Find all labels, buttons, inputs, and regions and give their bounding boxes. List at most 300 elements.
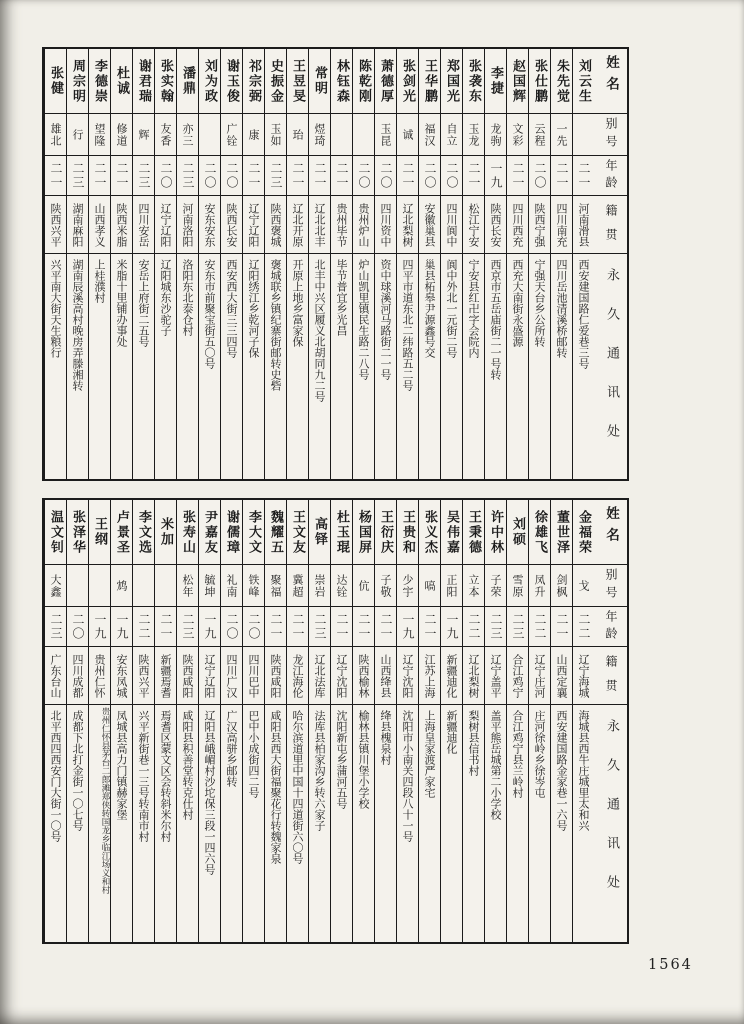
person-address: 新疆迪化	[440, 704, 462, 942]
person-native-place: 四川广汉	[220, 646, 242, 704]
person-address: 西京市五岳庙街二一号转	[484, 253, 506, 479]
person-name: 张袭东	[462, 49, 484, 113]
person-name: 王贵和	[396, 500, 418, 564]
person-age: 二三	[176, 155, 198, 195]
person-age: 二〇	[242, 606, 264, 646]
person-native-place: 四川阆中	[440, 195, 462, 253]
person-name: 史振金	[264, 49, 286, 113]
person-address: 湖南辰溪高村晚房弄滕湘转	[66, 253, 88, 479]
directory-entry-column	[572, 49, 594, 479]
person-alias: 达铨	[330, 564, 352, 606]
directory-entry-column	[220, 49, 242, 479]
person-age: 二三	[484, 606, 506, 646]
directory-entry-column	[374, 500, 396, 942]
directory-entry-column	[308, 49, 330, 479]
person-address: 广汉高骈乡邮转	[220, 704, 242, 942]
person-name: 谢玉俊	[220, 49, 242, 113]
person-native-place: 四川资中	[374, 195, 396, 253]
directory-entry-column	[242, 49, 264, 479]
directory-entry-column	[572, 500, 594, 942]
person-address: 安岳上府街二五号	[132, 253, 154, 479]
person-native-place: 辽宁辽阳	[242, 195, 264, 253]
person-address: 焉耆区蒙文区会转斜米尔村	[154, 704, 176, 942]
table-header-column	[594, 49, 627, 479]
person-address: 法库县柏家沟乡转六家子	[308, 704, 330, 942]
person-alias: 松年	[176, 564, 198, 606]
person-age: 二三	[176, 606, 198, 646]
directory-entry-column	[154, 500, 176, 942]
directory-table-top	[42, 47, 629, 481]
person-address: 合江鸡宁县兰岭村	[506, 704, 528, 942]
person-name: 萧德厚	[374, 49, 396, 113]
person-name: 李大文	[242, 500, 264, 564]
person-alias: 广铨	[220, 113, 242, 155]
person-address: 宁强天台乡公所转	[528, 253, 550, 479]
person-name: 李捷	[484, 49, 506, 113]
directory-entry-column	[440, 500, 462, 942]
person-age: 一九	[88, 606, 110, 646]
person-native-place: 陕西咸阳	[176, 646, 198, 704]
directory-entry-column	[44, 49, 66, 479]
person-native-place: 合江鸡宁	[506, 646, 528, 704]
person-address: 绛县槐泉村	[374, 704, 396, 942]
person-address: 辽阳城东沙驼子	[154, 253, 176, 479]
person-address: 辽阳县峨嵋村沙坨保三段一四六号	[198, 704, 220, 942]
person-alias: 戈	[572, 564, 594, 606]
person-native-place: 四川南充	[550, 195, 572, 253]
person-name: 李德崇	[88, 49, 110, 113]
person-native-place: 山西定襄	[550, 646, 572, 704]
person-age: 二二	[528, 606, 550, 646]
person-alias: 鸩	[110, 564, 132, 606]
directory-entry-column	[440, 49, 462, 479]
person-native-place: 贵州毕节	[330, 195, 352, 253]
person-alias: 望隆	[88, 113, 110, 155]
person-name: 王文友	[286, 500, 308, 564]
person-alias	[154, 564, 176, 606]
person-name: 林钰森	[330, 49, 352, 113]
person-age: 二〇	[352, 155, 374, 195]
person-native-place: 新疆迪化	[440, 646, 462, 704]
person-native-place: 辽宁辽阳	[154, 195, 176, 253]
person-name: 金福荣	[572, 500, 594, 564]
person-alias: 嗃	[418, 564, 440, 606]
person-address: 哈尔滨道里中国十四道街六〇号	[286, 704, 308, 942]
person-address: 巴中小成街四二号	[242, 704, 264, 942]
directory-entry-column	[132, 500, 154, 942]
person-native-place: 龙江海伦	[286, 646, 308, 704]
person-age: 二一	[506, 155, 528, 195]
person-alias: 雪原	[506, 564, 528, 606]
person-native-place: 河南滑县	[572, 195, 594, 253]
directory-entry-column	[418, 49, 440, 479]
person-name: 刘云生	[572, 49, 594, 113]
person-name: 卢景圣	[110, 500, 132, 564]
directory-entry-column	[352, 49, 374, 479]
directory-entry-column	[352, 500, 374, 942]
directory-entry-column	[528, 49, 550, 479]
person-alias: 礼南	[220, 564, 242, 606]
person-name: 张剑光	[396, 49, 418, 113]
person-name: 王秉德	[462, 500, 484, 564]
person-address: 上桂濮村	[88, 253, 110, 479]
person-native-place: 辽宁沈阳	[396, 646, 418, 704]
person-alias: 大鑫	[44, 564, 66, 606]
person-name: 王纲	[88, 500, 110, 564]
person-address: 巢县柘皋尹源鑫号交	[418, 253, 440, 479]
person-alias: 玉如	[264, 113, 286, 155]
person-age: 二三	[132, 155, 154, 195]
directory-entry-column	[66, 49, 88, 479]
person-address: 西安建国路仁爱巷三号	[572, 253, 594, 479]
person-native-place: 陕西长安	[220, 195, 242, 253]
person-name: 吴伟嘉	[440, 500, 462, 564]
person-name: 温文钊	[44, 500, 66, 564]
person-native-place: 安东安东	[198, 195, 220, 253]
person-age: 二〇	[440, 155, 462, 195]
person-alias: 康	[242, 113, 264, 155]
person-alias: 珆	[286, 113, 308, 155]
person-address: 北丰中兴区履义北胡同九二号	[308, 253, 330, 479]
table-header-column	[594, 500, 627, 942]
person-age: 二一	[462, 155, 484, 195]
person-age: 二一	[242, 155, 264, 195]
person-native-place: 辽宁盖平	[484, 646, 506, 704]
person-alias: 聚福	[264, 564, 286, 606]
person-age: 二二	[462, 606, 484, 646]
person-age: 一九	[198, 606, 220, 646]
person-name: 祁宗弼	[242, 49, 264, 113]
person-address: 贵州仁怀县茅台二郎滩郑侠转国龙乡临江场义和村	[88, 704, 110, 942]
person-address: 西充大南街永盛源	[506, 253, 528, 479]
person-age: 二三	[264, 155, 286, 195]
person-alias: 正阳	[440, 564, 462, 606]
person-age: 二三	[506, 606, 528, 646]
header-address-label: 永久通讯处	[594, 704, 627, 942]
person-alias: 行	[66, 113, 88, 155]
person-native-place: 陕西米脂	[110, 195, 132, 253]
person-native-place: 辽北法库	[308, 646, 330, 704]
person-alias: 铁峰	[242, 564, 264, 606]
person-address: 兴平南大街天生粮行	[44, 253, 66, 479]
person-address: 咸阳县积善堂转克仕村	[176, 704, 198, 942]
person-alias: 修道	[110, 113, 132, 155]
person-age: 二一	[374, 606, 396, 646]
person-address: 宁安县红卍字会院内	[462, 253, 484, 479]
person-native-place: 陕西榆林	[352, 646, 374, 704]
directory-entry-column	[110, 49, 132, 479]
person-age: 二〇	[374, 155, 396, 195]
person-name: 李文选	[132, 500, 154, 564]
directory-entry-column	[550, 49, 572, 479]
person-name: 赵国辉	[506, 49, 528, 113]
person-native-place: 辽宁沈阳	[330, 646, 352, 704]
person-alias: 崇岩	[308, 564, 330, 606]
header-name-label: 姓名	[603, 55, 619, 98]
person-alias: 子敬	[374, 564, 396, 606]
directory-entry-column	[484, 49, 506, 479]
person-age: 二一	[110, 155, 132, 195]
directory-entry-column	[154, 49, 176, 479]
person-age: 二一	[330, 606, 352, 646]
person-address: 庄河徐岭乡徐岑屯	[528, 704, 550, 942]
person-address: 安东市前聚宝街五〇号	[198, 253, 220, 479]
person-age: 一九	[110, 606, 132, 646]
person-alias	[352, 113, 374, 155]
directory-entry-column	[308, 500, 330, 942]
header-name-label: 姓名	[603, 506, 619, 549]
person-age: 二三	[308, 606, 330, 646]
person-alias: 玉龙	[462, 113, 484, 155]
directory-entry-column	[286, 49, 308, 479]
person-alias: 友香	[154, 113, 176, 155]
person-alias: 福汉	[418, 113, 440, 155]
person-native-place: 陕西长安	[484, 195, 506, 253]
person-native-place: 陕西宁强	[528, 195, 550, 253]
person-native-place: 山西孝义	[88, 195, 110, 253]
directory-entry-column	[484, 500, 506, 942]
person-alias: 云程	[528, 113, 550, 155]
person-name: 郑国光	[440, 49, 462, 113]
person-native-place: 陕西咸阳	[264, 646, 286, 704]
person-name: 朱先觉	[550, 49, 572, 113]
directory-entry-column	[264, 49, 286, 479]
person-age: 二一	[572, 155, 594, 195]
person-name: 陈乾刚	[352, 49, 374, 113]
person-native-place: 山西绛县	[374, 646, 396, 704]
person-address: 褒城联乡镇纪寨街邮转史砦	[264, 253, 286, 479]
directory-entry-column	[44, 500, 66, 942]
directory-entry-column	[88, 500, 110, 942]
directory-entry-column	[330, 49, 352, 479]
header-native-label: 籍贯	[594, 646, 627, 704]
person-native-place: 陕西兴平	[44, 195, 66, 253]
directory-entry-column	[176, 49, 198, 479]
person-age: 二〇	[220, 606, 242, 646]
person-alias: 文彩	[506, 113, 528, 155]
directory-entry-column	[528, 500, 550, 942]
person-age: 二一	[550, 155, 572, 195]
person-native-place: 四川安岳	[132, 195, 154, 253]
person-name: 许中林	[484, 500, 506, 564]
person-alias: 一先	[550, 113, 572, 155]
directory-entry-column	[198, 49, 220, 479]
person-age: 二〇	[198, 155, 220, 195]
person-age: 二〇	[66, 606, 88, 646]
header-alias-label: 别号	[594, 564, 627, 606]
person-alias: 诚	[396, 113, 418, 155]
person-age: 二一	[286, 155, 308, 195]
person-name: 张泽华	[66, 500, 88, 564]
person-name: 张健	[44, 49, 66, 113]
person-name: 谢儒璋	[220, 500, 242, 564]
directory-entry-column	[286, 500, 308, 942]
person-address: 资中球溪河马路街二一号	[374, 253, 396, 479]
person-name: 徐雄飞	[528, 500, 550, 564]
directory-table-bottom	[42, 498, 629, 944]
person-native-place: 辽北梨树	[396, 195, 418, 253]
person-age: 二三	[66, 155, 88, 195]
directory-entry-column	[198, 500, 220, 942]
person-native-place: 四川成都	[66, 646, 88, 704]
person-address: 咸阳县西大街福聚花行转魏家泉	[264, 704, 286, 942]
person-alias: 子荣	[484, 564, 506, 606]
directory-entry-column	[242, 500, 264, 942]
person-age: 二一	[286, 606, 308, 646]
person-age: 二一	[44, 155, 66, 195]
person-alias: 立本	[462, 564, 484, 606]
person-alias: 雄北	[44, 113, 66, 155]
person-age: 二〇	[528, 155, 550, 195]
directory-entry-column	[176, 500, 198, 942]
person-address: 阆中外北一元街二号	[440, 253, 462, 479]
directory-entry-column	[396, 49, 418, 479]
person-alias: 伉	[352, 564, 374, 606]
directory-entry-column	[66, 500, 88, 942]
directory-entry-column	[374, 49, 396, 479]
person-native-place: 广东台山	[44, 646, 66, 704]
person-alias: 剑枫	[550, 564, 572, 606]
directory-entry-column	[418, 500, 440, 942]
person-address: 西安建国路金家巷一六号	[550, 704, 572, 942]
person-native-place: 辽宁海城	[572, 646, 594, 704]
person-name: 尹嘉友	[198, 500, 220, 564]
person-age: 二一	[154, 606, 176, 646]
person-address: 炉山凯里镇民生路二八号	[352, 253, 374, 479]
header-age-label: 年龄	[594, 606, 627, 646]
person-address: 成都下北打金街一〇七号	[66, 704, 88, 942]
directory-entry-column	[330, 500, 352, 942]
person-alias: 凤升	[528, 564, 550, 606]
directory-entry-column	[506, 500, 528, 942]
person-alias	[572, 113, 594, 155]
person-address: 北平西四西安门大街一〇号	[44, 704, 66, 942]
person-age: 二一	[264, 606, 286, 646]
directory-entry-column	[462, 49, 484, 479]
person-age: 二〇	[154, 155, 176, 195]
person-alias	[330, 113, 352, 155]
directory-entry-column	[462, 500, 484, 942]
person-name: 张实翰	[154, 49, 176, 113]
person-alias: 自立	[440, 113, 462, 155]
person-native-place: 安徽巢县	[418, 195, 440, 253]
person-alias: 毓坤	[198, 564, 220, 606]
person-age: 二一	[308, 155, 330, 195]
person-address: 海城县西牛庄城里太和兴	[572, 704, 594, 942]
person-native-place: 辽北开原	[286, 195, 308, 253]
person-native-place: 陕西褒城	[264, 195, 286, 253]
person-address: 四平市道东北二纬路五二号	[396, 253, 418, 479]
person-name: 杜诚	[110, 49, 132, 113]
person-alias	[66, 564, 88, 606]
person-native-place: 四川西充	[506, 195, 528, 253]
person-name: 张寿山	[176, 500, 198, 564]
person-name: 刘硕	[506, 500, 528, 564]
person-native-place: 辽宁辽阳	[198, 646, 220, 704]
person-address: 上海皇家渡严家宅	[418, 704, 440, 942]
person-name: 杜玉琨	[330, 500, 352, 564]
person-native-place: 松江宁安	[462, 195, 484, 253]
person-name: 董世泽	[550, 500, 572, 564]
person-name: 王华鹏	[418, 49, 440, 113]
person-native-place: 河南洛阳	[176, 195, 198, 253]
person-name: 杨国屏	[352, 500, 374, 564]
person-native-place: 辽北北丰	[308, 195, 330, 253]
person-address: 兴平新街巷一三号转南市村	[132, 704, 154, 942]
directory-entry-column	[132, 49, 154, 479]
person-age: 二三	[44, 606, 66, 646]
person-age: 二一	[396, 155, 418, 195]
directory-entry-column	[506, 49, 528, 479]
person-address: 洛阳东北泰仓村	[176, 253, 198, 479]
person-address: 开原上地乡富家保	[286, 253, 308, 479]
person-address: 榆林县镇川堡小学校	[352, 704, 374, 942]
person-alias: 辉	[132, 113, 154, 155]
person-age: 二一	[418, 606, 440, 646]
person-address: 四川岳池清溪桥邮转	[550, 253, 572, 479]
header-age-label: 年龄	[594, 155, 627, 195]
person-address: 毕节普宜乡光昌	[330, 253, 352, 479]
person-alias	[198, 113, 220, 155]
person-alias	[132, 564, 154, 606]
person-alias	[88, 564, 110, 606]
person-name: 魏耀五	[264, 500, 286, 564]
person-address: 盖平熊岳城第二小学校	[484, 704, 506, 942]
person-native-place: 陕西兴平	[132, 646, 154, 704]
directory-entry-column	[88, 49, 110, 479]
person-name: 周宗明	[66, 49, 88, 113]
directory-entry-column	[550, 500, 572, 942]
person-native-place: 新疆焉耆	[154, 646, 176, 704]
directory-entry-column	[110, 500, 132, 942]
person-age: 二一	[330, 155, 352, 195]
person-address: 沈阳新屯乡蒲河五号	[330, 704, 352, 942]
person-name: 张义杰	[418, 500, 440, 564]
person-native-place: 辽宁庄河	[528, 646, 550, 704]
person-name: 刘为政	[198, 49, 220, 113]
person-address: 米脂十里铺办事处	[110, 253, 132, 479]
person-name: 王昱旻	[286, 49, 308, 113]
person-alias: 煜琦	[308, 113, 330, 155]
person-alias: 少宇	[396, 564, 418, 606]
person-alias: 冀超	[286, 564, 308, 606]
header-native-label: 籍贯	[594, 195, 627, 253]
person-address: 辽阳绣江乡乾河子保	[242, 253, 264, 479]
person-name: 常明	[308, 49, 330, 113]
directory-entry-column	[264, 500, 286, 942]
person-age: 二一	[88, 155, 110, 195]
person-name: 高铎	[308, 500, 330, 564]
header-address-label: 永久通讯处	[594, 253, 627, 479]
person-address: 沈阳市小南关四段八十一号	[396, 704, 418, 942]
person-native-place: 贵州炉山	[352, 195, 374, 253]
person-name: 谢君瑞	[132, 49, 154, 113]
person-name: 米加	[154, 500, 176, 564]
person-native-place: 江苏上海	[418, 646, 440, 704]
directory-entry-column	[396, 500, 418, 942]
person-name: 王衍庆	[374, 500, 396, 564]
person-native-place: 贵州仁怀	[88, 646, 110, 704]
person-alias: 玉昆	[374, 113, 396, 155]
person-native-place: 安东凤城	[110, 646, 132, 704]
person-native-place: 四川巴中	[242, 646, 264, 704]
person-address: 西安西大街三三四号	[220, 253, 242, 479]
header-alias-label: 别号	[594, 113, 627, 155]
person-alias: 龙驹	[484, 113, 506, 155]
person-age: 二一	[550, 606, 572, 646]
person-native-place: 辽北梨树	[462, 646, 484, 704]
directory-entry-column	[220, 500, 242, 942]
